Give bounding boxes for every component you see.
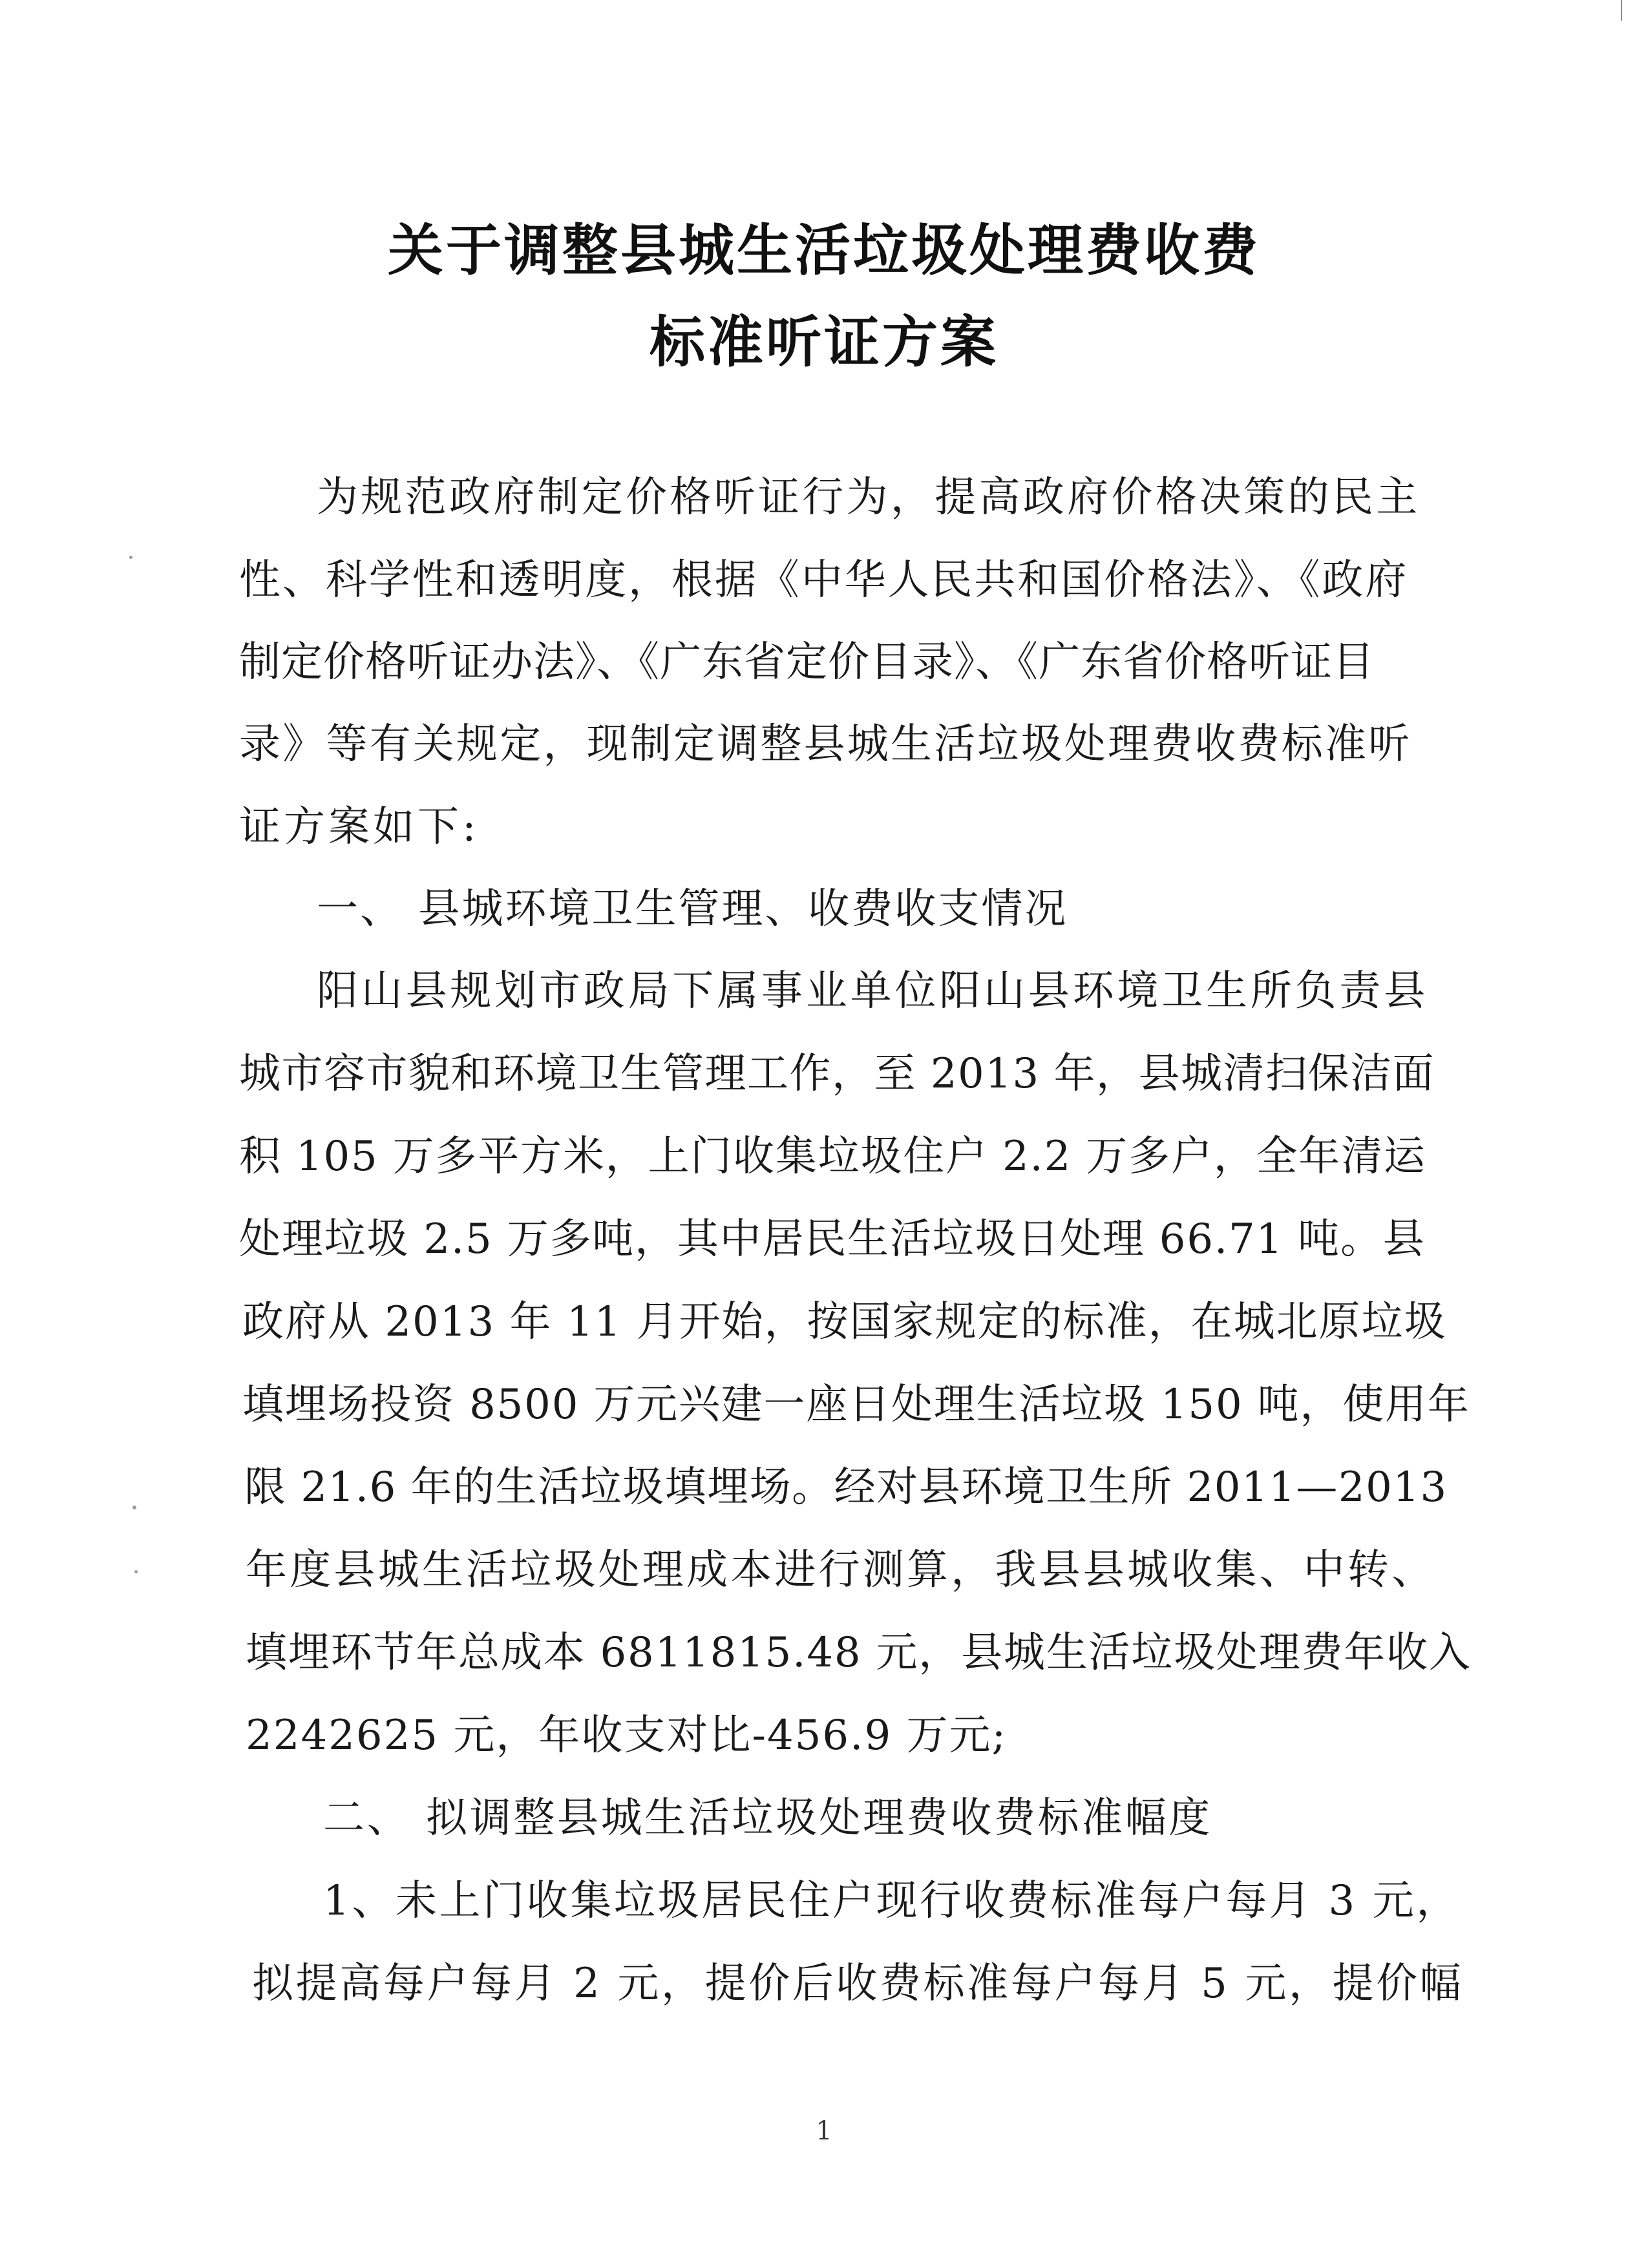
body-line: 城市容市貌和环境卫生管理工作，至 2013 年，县城清扫保洁面: [239, 1050, 1435, 1098]
body-line: 证方案如下:: [239, 803, 480, 851]
body-line: 录》等有关规定，现制定调整县城生活垃圾处理费收费标准听: [239, 720, 1412, 768]
body-line: 积 105 万多平方米，上门收集垃圾住户 2.2 万多户，全年清运: [239, 1133, 1426, 1181]
document-title-line-2: 标准听证方案: [650, 310, 998, 375]
scan-speck: [129, 556, 132, 559]
body-line: 处理垃圾 2.5 万多吨，其中居民生活垃圾日处理 66.71 吨。县: [239, 1215, 1426, 1263]
body-line: 1、未上门收集垃圾居民住户现行收费标准每户每月 3 元，: [323, 1877, 1460, 1925]
scan-speck: [134, 1570, 138, 1573]
document-title-line-1: 关于调整县城生活垃圾处理费收费: [388, 218, 1260, 283]
body-line: 阳山县规划市政局下属事业单位阳山县环境卫生所负责县: [317, 967, 1428, 1015]
body-line: 年度县城生活垃圾处理成本进行测算，我县县城收集、中转、: [246, 1546, 1436, 1594]
body-line: 2242625 元，年收支对比-456.9 万元;: [246, 1712, 1008, 1759]
body-line: 填埋场投资 8500 万元兴建一座日处理生活垃圾 150 吨，使用年: [242, 1381, 1470, 1429]
body-line: 拟提高每户每月 2 元，提价后收费标准每户每月 5 元，提价幅: [252, 1960, 1464, 2008]
body-line: 制定价格听证办法》、《广东省定价目录》、《广东省价格听证目: [239, 638, 1375, 686]
section-heading: 二、 拟调整县城生活垃圾处理费收费标准幅度: [323, 1794, 1212, 1842]
body-line: 填埋环节年总成本 6811815.48 元，县城生活垃圾处理费年收入: [246, 1629, 1472, 1677]
body-line: 限 21.6 年的生活垃圾填埋场。经对县环境卫生所 2011—2013: [244, 1464, 1448, 1511]
body-line: 政府从 2013 年 11 月开始，按国家规定的标准，在城北原垃圾: [242, 1298, 1447, 1346]
section-heading: 一、 县城环境卫生管理、收费收支情况: [317, 885, 1068, 933]
body-line: 性、科学性和透明度，根据《中华人民共和国价格法》、《政府: [239, 556, 1409, 604]
page-number: 1: [816, 2116, 832, 2146]
body-line: 为规范政府制定价格听证行为，提高政府价格决策的民主: [317, 474, 1421, 521]
scan-edge-mark: [1621, 0, 1622, 21]
scan-speck: [132, 1506, 136, 1509]
